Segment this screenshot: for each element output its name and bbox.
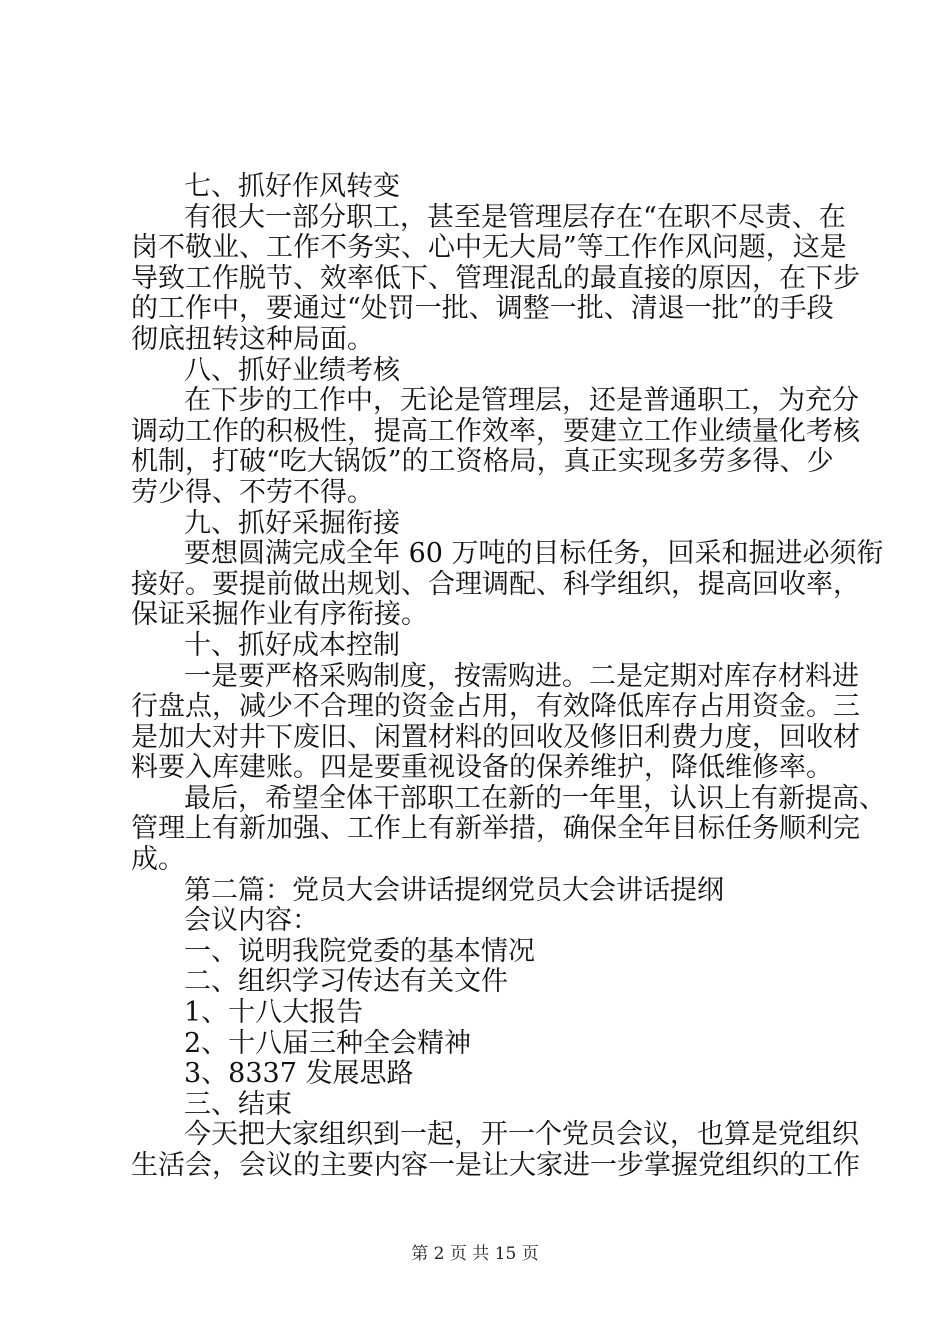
text-line: 接好。要提前做出规划、合理调配、科学组织，提高回收率，: [131, 568, 860, 600]
text-line: 彻底扭转这种局面。: [131, 323, 374, 355]
text-line: 十、抓好成本控制: [184, 629, 400, 661]
text-line: 一是要严格采购制度，按需购进。二是定期对库存材料进: [184, 660, 859, 692]
text-line: 机制，打破“吃大锅饭”的工资格局，真正实现多劳多得、少: [131, 446, 834, 478]
text-line: 2、十八届三种全会精神: [184, 1027, 472, 1059]
text-line: 的工作中，要通过“处罚一批、调整一批、清退一批”的手段: [131, 293, 834, 325]
text-line: 九、抓好采掘衔接: [184, 507, 400, 539]
text-line: 七、抓好作风转变: [184, 171, 400, 202]
page-number-label: 第 2 页 共 15 页: [411, 1244, 539, 1264]
text-line: 要想圆满完成全年 60 万吨的目标任务，回采和掘进必须衔: [184, 538, 884, 570]
text-line: 劳少得、不劳不得。: [131, 476, 374, 508]
text-line: 1、十八大报告: [184, 997, 364, 1029]
document-body: [131, 171, 886, 1182]
text-line: 最后，希望全体干部职工在新的一年里，认识上有新提高、: [184, 782, 886, 814]
text-line: 成。: [131, 844, 185, 876]
text-line: 管理上有新加强、工作上有新举措，确保全年目标任务顺利完: [131, 813, 860, 845]
text-line: 二、组织学习传达有关文件: [184, 966, 508, 998]
text-line: 是加大对井下废旧、闲置材料的回收及修旧利费力度，回收材: [131, 721, 860, 753]
text-line: 三、结束: [184, 1088, 292, 1120]
text-line: 岗不敬业、工作不务实、心中无大局”等工作作风问题，这是: [131, 232, 847, 264]
text-line: 3、8337 发展思路: [184, 1058, 414, 1090]
page-footer: [0, 1243, 950, 1265]
text-line: 导致工作脱节、效率低下、管理混乱的最直接的原因，在下步: [131, 262, 860, 294]
text-line: 有很大一部分职工，甚至是管理层存在“在职不尽责、在: [184, 201, 846, 233]
text-line: 八、抓好业绩考核: [184, 354, 400, 386]
text-line: 生活会，会议的主要内容一是让大家进一步掌握党组织的工作: [131, 1150, 860, 1181]
text-line: 保证采掘作业有序衔接。: [131, 599, 428, 631]
text-line: 第二篇：党员大会讲话提纲党员大会讲话提纲: [184, 874, 724, 906]
text-line: 调动工作的积极性，提高工作效率，要建立工作业绩量化考核: [131, 415, 860, 447]
text-line: 会议内容：: [184, 905, 319, 937]
text-line: 在下步的工作中，无论是管理层，还是普通职工，为充分: [184, 385, 859, 417]
text-line: 行盘点，减少不合理的资金占用，有效降低库存占用资金。三: [131, 691, 860, 723]
text-line: 料要入库建账。四是要重视设备的保养维护，降低维修率。: [131, 752, 833, 784]
text-line: 一、说明我院党委的基本情况: [184, 935, 535, 967]
text-line: 今天把大家组织到一起，开一个党员会议，也算是党组织: [184, 1119, 859, 1151]
